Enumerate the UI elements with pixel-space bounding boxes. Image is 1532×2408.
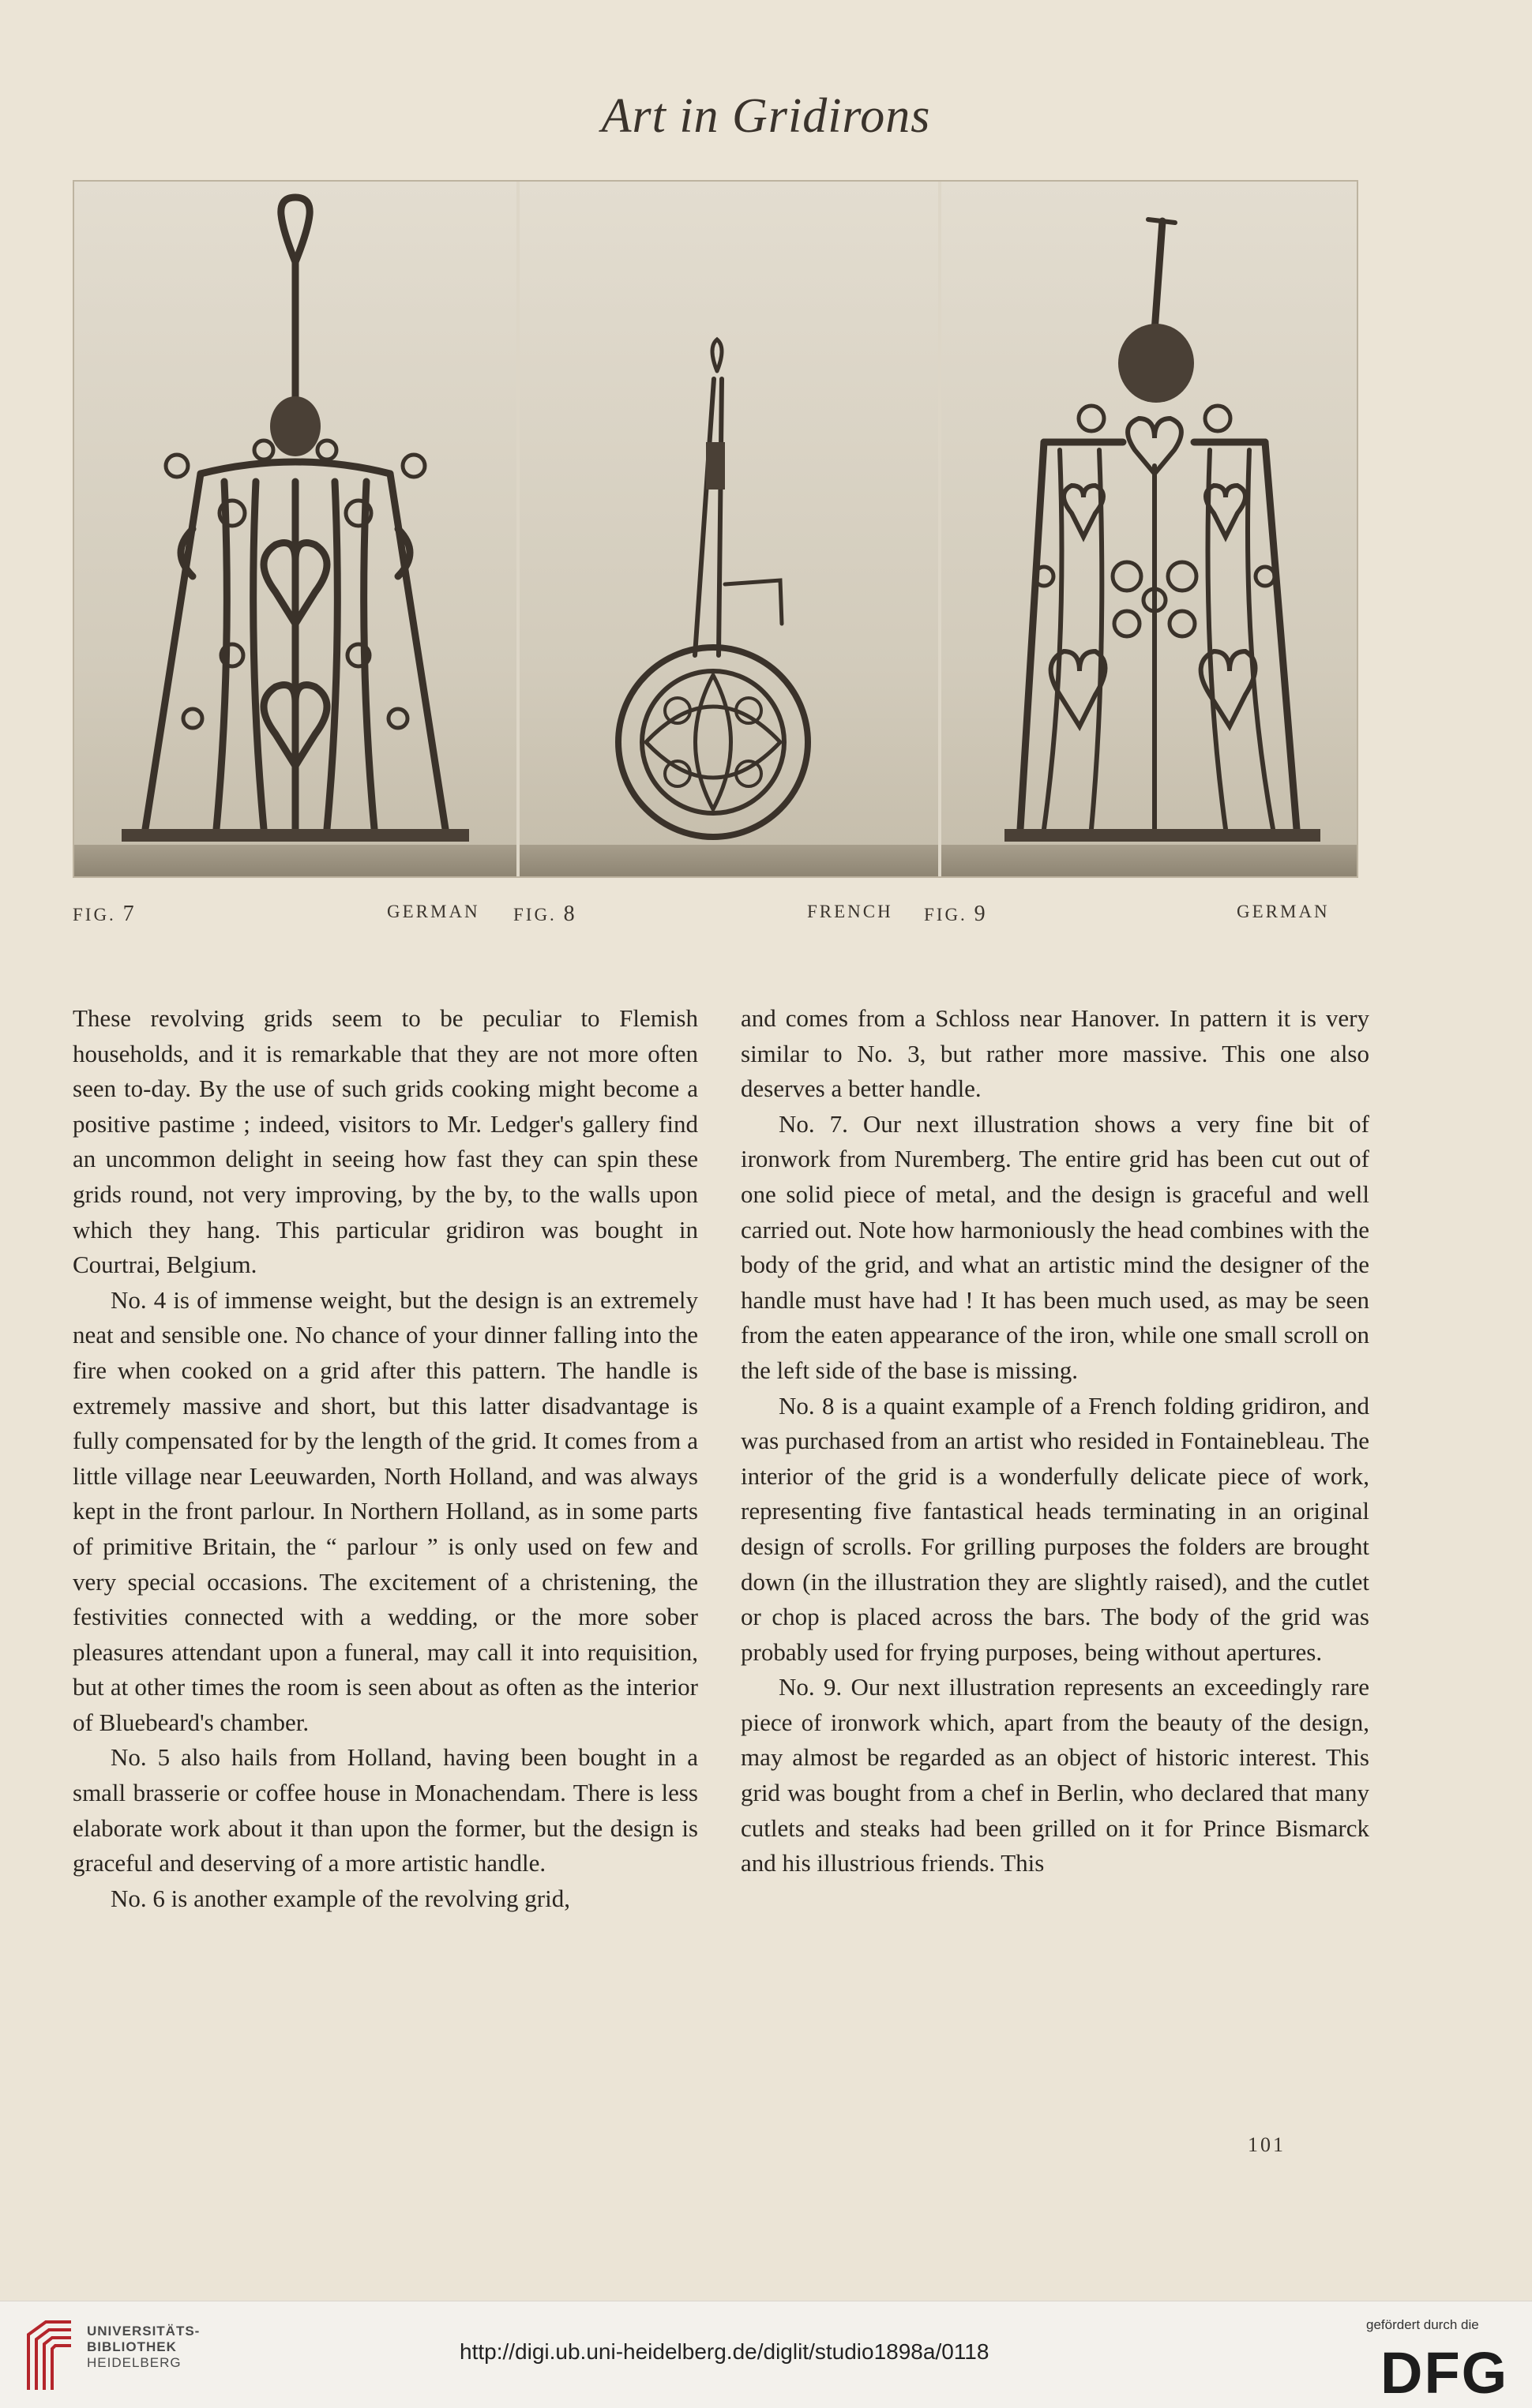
- fig-8-origin: FRENCH: [807, 902, 893, 921]
- paragraph: No. 4 is of immense weight, but the design is an extremely neat and sensible one. No chance of your dinner falling into the fire when cooked on a grid after this pattern. The handle is extremely massive and short, but this latter disadvantage is fully compensated for by the length of the grid. It comes from a little village near Leeuwarden, North Holland, and was always kept in the front parlour. In Northern Holland, as in some parts of primitive Britain, the “ parlour ” is only used on few and very special occasions. The excitement of a christening, the festivities connected with a wedding, or the more sober pleasures attendant upon a funeral, may call it into requisition, but at other times the room is seen about as often as the interior of Bluebeard's chamber.: [73, 1285, 698, 1736]
- right-column: [741, 1001, 1369, 1881]
- library-logo-icon: [22, 2319, 77, 2395]
- paragraph: No. 8 is a quaint example of a French folding gridiron, and was purchased from an artist who resided in Fontainebleau. The interior of the grid is a wonderfully delicate piece of work, representing five fantastical heads terminating in an original design of scrolls. For grilling purposes the folders are brought down (in the illustration they are slightly raised), and the cutlet or chop is placed across the bars. The body of the grid was probably used for frying purposes, being without apertures.: [741, 1391, 1369, 1666]
- funded-by-label: gefördert durch die: [1366, 2317, 1479, 2332]
- paragraph: and comes from a Schloss near Hanover. In pattern it is very similar to No. 3, but rather more massive. This one also deserves a better handle.: [741, 1004, 1369, 1103]
- figure-plate: [73, 180, 1358, 878]
- fig-7-label: FIG. 7: [73, 902, 135, 926]
- fig-8-label: FIG. 8: [513, 902, 576, 926]
- figure-9-photo: [941, 182, 1357, 876]
- paragraph: No. 6 is another example of the revolving grid,: [111, 1884, 570, 1912]
- fig-7-origin: GERMAN: [387, 902, 480, 921]
- figure-8-photo: [520, 182, 938, 876]
- footer-bar: [0, 2301, 1532, 2408]
- fig-9-label: FIG. 9: [924, 902, 986, 926]
- paragraph: No. 7. Our next illustration shows a very fine bit of ironwork from Nuremberg. The entire grid has been cut out of one solid piece of metal, and the design is graceful and well carried out. Note how harmoniously the head combines with the body of the grid, and what an artistic mind the designer of the handle must have had ! It has been much used, as may be seen from the eaten appearance of the iron, while one small scroll on the left side of the base is missing.: [741, 1109, 1369, 1384]
- library-name: UNIVERSITÄTS- BIBLIOTHEK HEIDELBERG: [87, 2324, 201, 2370]
- paragraph: No. 9. Our next illustration represents an exceedingly rare piece of ironwork which, apart from the beauty of the design, may almost be regarded as an object of historic interest. This grid was bought from a chef in Berlin, who declared that many cutlets and steaks had been grilled on it for Prince Bismarck and his illustrious friends. This: [741, 1673, 1369, 1877]
- dfg-logo: DFG: [1380, 2340, 1509, 2406]
- left-column: [73, 1001, 698, 1916]
- page-title: Art in Gridirons: [601, 89, 931, 143]
- paragraph: No. 5 also hails from Holland, having been bought in a small brasserie or coffee house in Monachendam. There is less elaborate work about it than upon the former, but the design is graceful and deserving of a more artistic handle.: [73, 1743, 698, 1877]
- figure-7-photo: [74, 182, 516, 876]
- page-number: 101: [1248, 2133, 1286, 2156]
- paragraph: These revolving grids seem to be peculiar to Flemish households, and it is remarkable that they are not more often seen to-day. By the use of such grids cooking might become a positive pastime ; indeed, visitors to Mr. Ledger's gallery find an uncommon delight in seeing how fast they can spin these grids round, not very improving, by the by, to the walls upon which they hang. This particular gridiron was bought in Courtrai, Belgium.: [73, 1004, 698, 1279]
- fig-9-origin: GERMAN: [1237, 902, 1330, 921]
- source-url-link[interactable]: http://digi.ub.uni-heidelberg.de/diglit/studio1898a/0118: [460, 2339, 989, 2364]
